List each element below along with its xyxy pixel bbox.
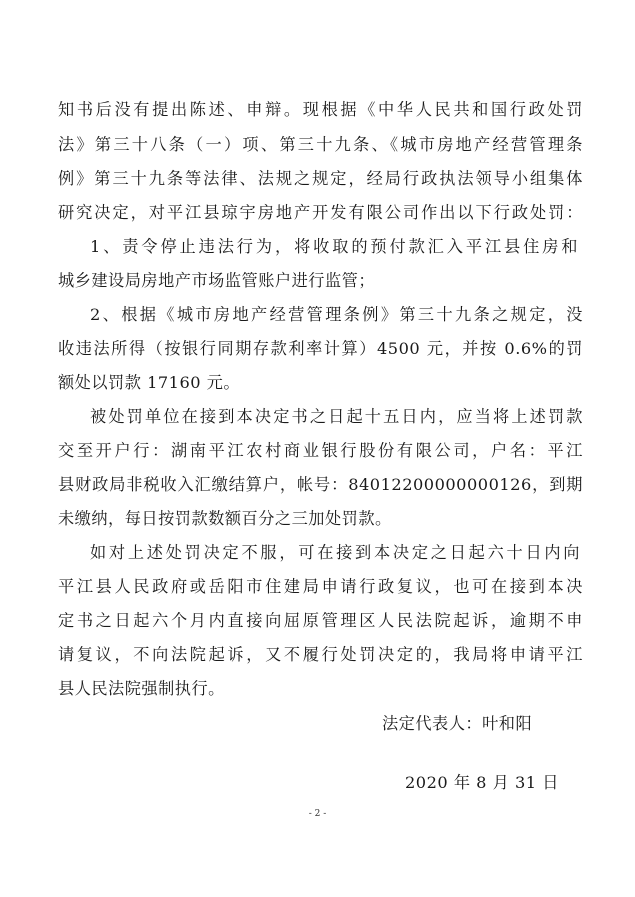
page-number: - 2 - bbox=[308, 809, 327, 819]
paragraph-4-line-3: 县财政局非税收入汇缴结算户，帐号：84012200000000126，到期 bbox=[58, 475, 583, 494]
paragraph-3-line-2: 收违法所得（按银行同期存款利率计算）4500 元，并按 0.6%的罚 bbox=[58, 339, 583, 358]
paragraph-5-line-1: 如对上述处罚决定不服，可在接到本决定之日起六十日内向 bbox=[90, 543, 580, 562]
legal-representative: 法定代表人：叶和阳 bbox=[382, 714, 533, 733]
paragraph-4-line-4: 未缴纳，每日按罚款数额百分之三加处罚款。 bbox=[58, 509, 392, 528]
paragraph-5-line-5: 县人民法院强制执行。 bbox=[58, 679, 225, 698]
paragraph-5-line-2: 平江县人民政府或岳阳市住建局申请行政复议，也可在接到本决 bbox=[58, 577, 583, 596]
paragraph-4-line-1: 被处罚单位在接到本决定书之日起十五日内，应当将上述罚款 bbox=[90, 407, 583, 426]
paragraph-5-line-4: 请复议，不向法院起诉，又不履行处罚决定的，我局将申请平江 bbox=[58, 645, 583, 664]
paragraph-3-line-1: 2、根据《城市房地产经营管理条例》第三十九条之规定，没 bbox=[90, 305, 583, 324]
paragraph-2-line-1: 1、责令停止违法行为，将收取的预付款汇入平江县住房和 bbox=[90, 237, 578, 256]
paragraph-1-line-1: 知书后没有提出陈述、申辩。现根据《中华人民共和国行政处罚 bbox=[58, 100, 583, 119]
paragraph-1-line-4: 研究决定，对平江县琼宇房地产开发有限公司作出以下行政处罚： bbox=[58, 203, 583, 222]
paragraph-5-line-3: 定书之日起六个月内直接向屈原管理区人民法院起诉，逾期不申 bbox=[58, 611, 583, 630]
paragraph-2-line-2: 城乡建设局房地产市场监管账户进行监管； bbox=[58, 271, 376, 290]
paragraph-4-line-2: 交至开户行：湖南平江农村商业银行股份有限公司，户名：平江 bbox=[58, 441, 583, 460]
paragraph-3-line-3: 额处以罚款 17160 元。 bbox=[58, 373, 241, 392]
paragraph-1-line-3: 例》第三十九条等法律、法规之规定，经局行政执法领导小组集体 bbox=[58, 169, 583, 188]
paragraph-1-line-2: 法》第三十八条（一）项、第三十九条、《城市房地产经营管理条 bbox=[58, 135, 583, 154]
document-date: 2020 年 8 月 31 日 bbox=[405, 773, 559, 792]
